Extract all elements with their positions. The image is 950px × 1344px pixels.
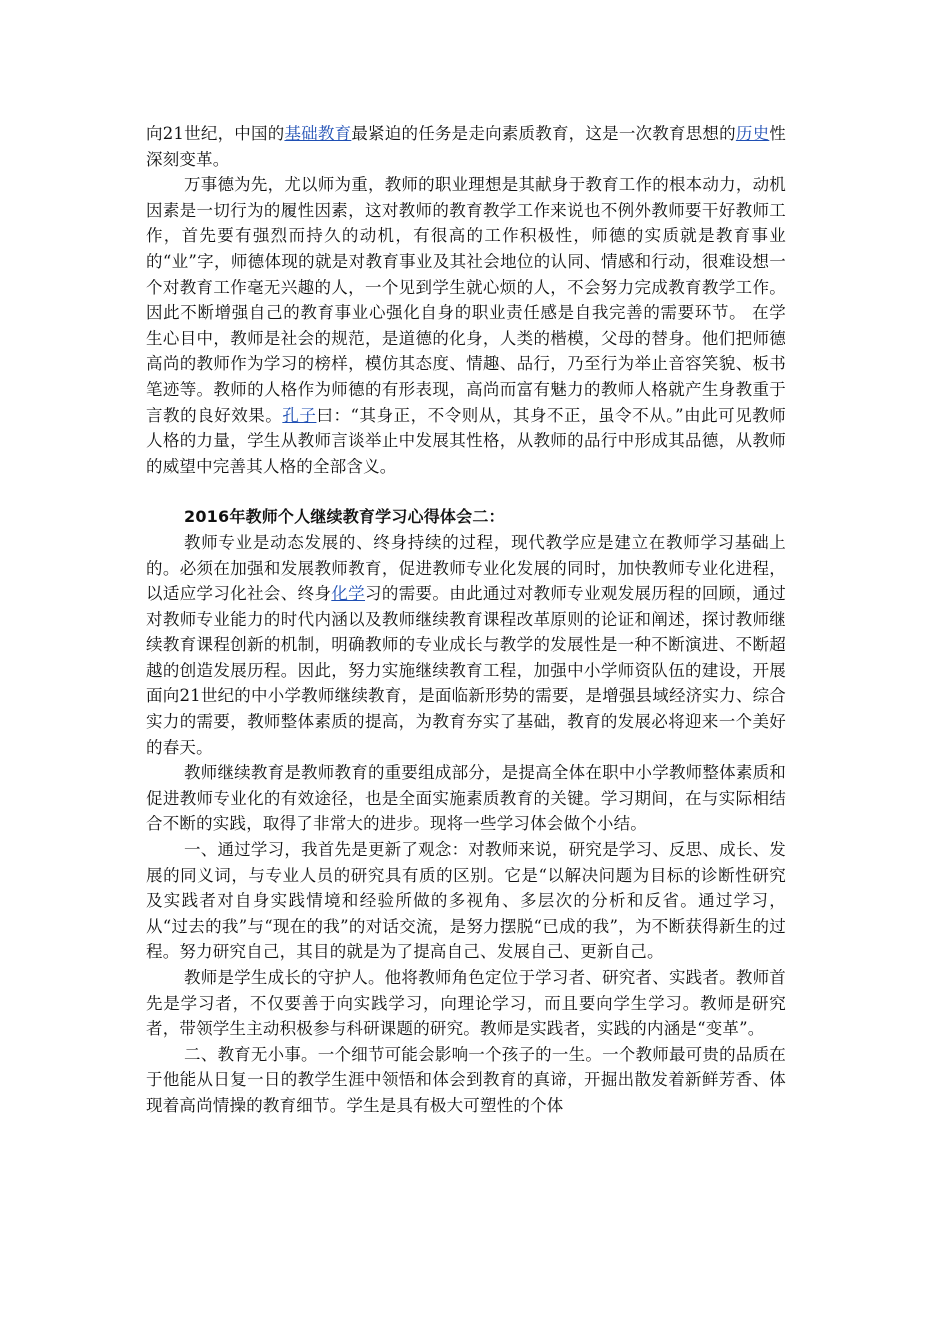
paragraph-1 bbox=[146, 121, 786, 172]
paragraph-5: 一、通过学习，我首先是更新了观念：对教师来说，研究是学习、反思、成长、发展的同义词，与专业人员的研究具有质的区别。它是“以解决问题为目标的诊断性研究及实践者对自身实践情境和经验所做的多视角、多层次的分析和反省。通过学习，从“过去的我”与“现在的我”的对话交流，是努力摆脱“已成的我”，为不断获得新生的过程。努力研究自己，其目的就是为了提高自己、发展自己、更新自己。 bbox=[146, 840, 786, 962]
paragraph-4: 教师继续教育是教师教育的重要组成部分，是提高全体在职中小学教师整体素质和促进教师专业化的有效途径，也是全面实施素质教育的关键。学习期间，在与实际相结合不断的实践，取得了非常大的进步。现将一些学习体会做个小结。 bbox=[146, 763, 786, 834]
text-segment: 向21世纪，中国的 bbox=[146, 124, 285, 143]
text-segment: 万事德为先，尤以师为重，教师的职业理想是其献身于教育工作的根本动力，动机因素是一切行为的履性因素，这对教师的教育教学工作来说也不例外教师要干好教师工作，首先要有强烈而持久的动机，有很高的工作积极性，师德的实质就是教育事业的“业”字，师德体现的就是对教育事业及其社会地位的认同、情感和行动，很难设想一个对教育工作毫无兴趣的人，一个见到学生就心烦的人，不会努力完成教育教学工作。因此不断增强自己的教育事业心强化自身的职业责任感是自我完善的需要环节。 在学生心目中，教师是社会的规范，是道德的化身，人类的楷模，父母的替身。他们把师德高尚的教师作为学习的榜样，模仿其态度、情趣、品行，乃至行为举止音容笑貌、板书笔迹等。教师的人格作为师德的有形表现，高尚而富有魅力的教师人格就产生身教重于言教的良好效果。 bbox=[146, 175, 786, 425]
link-history[interactable]: 历史 bbox=[735, 124, 770, 143]
section-heading: 2016年教师个人继续教育学习心得体会二： bbox=[184, 507, 505, 527]
link-confucius[interactable]: 孔子 bbox=[282, 405, 317, 425]
text-segment: 最紧迫的任务是走向素质教育，这是一次教育思想的 bbox=[351, 124, 736, 143]
text-segment: 曰：“其身正，不令则从，其身不正，虽令不从。”由此可见教师人格的力量，学生从教师言谈举止中发展其性格，从教师的品行中形成其品德，从教师的威望中完善其人格的全部含义。 bbox=[146, 405, 786, 476]
link-basic-education[interactable]: 基础教育 bbox=[284, 124, 352, 143]
paragraph-2 bbox=[146, 172, 786, 479]
text-segment: 教师专业是动态发展的、终身持续的过程，现代教学应是建立在教师学习基础上的。必须在加强和发展教师教育，促进教师专业化发展的同时，加快教师专业化进程，以适应学习化社会、终身 bbox=[146, 532, 786, 604]
link-chemistry[interactable]: 化学 bbox=[331, 584, 366, 604]
text-segment: 习的需要。由此通过对教师专业观发展历程的回顾，通过对教师专业能力的时代内涵以及教师继续教育课程改革原则的论证和阐述，探讨教师继续教育课程创新的机制，明确教师的专业成长与教学的发展性是一种不断演进、不断超越的创造发展历程。因此，努力实施继续教育工程，加强中小学师资队伍的建设，开展面向21世纪的中小学教师继续教育，是面临新形势的需要，是增强县域经济实力、综合实力的需要，教师整体素质的提高，为教育夯实了基础，教育的发展必将迎来一个美好的春天。 bbox=[146, 584, 787, 757]
paragraph-3 bbox=[146, 530, 786, 760]
paragraph-6: 教师是学生成长的守护人。他将教师角色定位于学习者、研究者、实践者。教师首先是学习者，不仅要善于向实践学习，向理论学习，而且要向学生学习。教师是研究者，带领学生主动积极参与科研课题的研究。教师是实践者，实践的内涵是“变革”。 bbox=[146, 968, 786, 1039]
document-page bbox=[146, 121, 786, 1119]
text-segment: 性深刻变革。 bbox=[146, 124, 786, 169]
paragraph-7: 二、教育无小事。一个细节可能会影响一个孩子的一生。一个教师最可贵的品质在于他能从日复一日的教学生涯中领悟和体会到教育的真谛，开掘出散发着新鲜芳香、体现着高尚情操的教育细节。学生是具有极大可塑性的个体 bbox=[146, 1044, 786, 1115]
